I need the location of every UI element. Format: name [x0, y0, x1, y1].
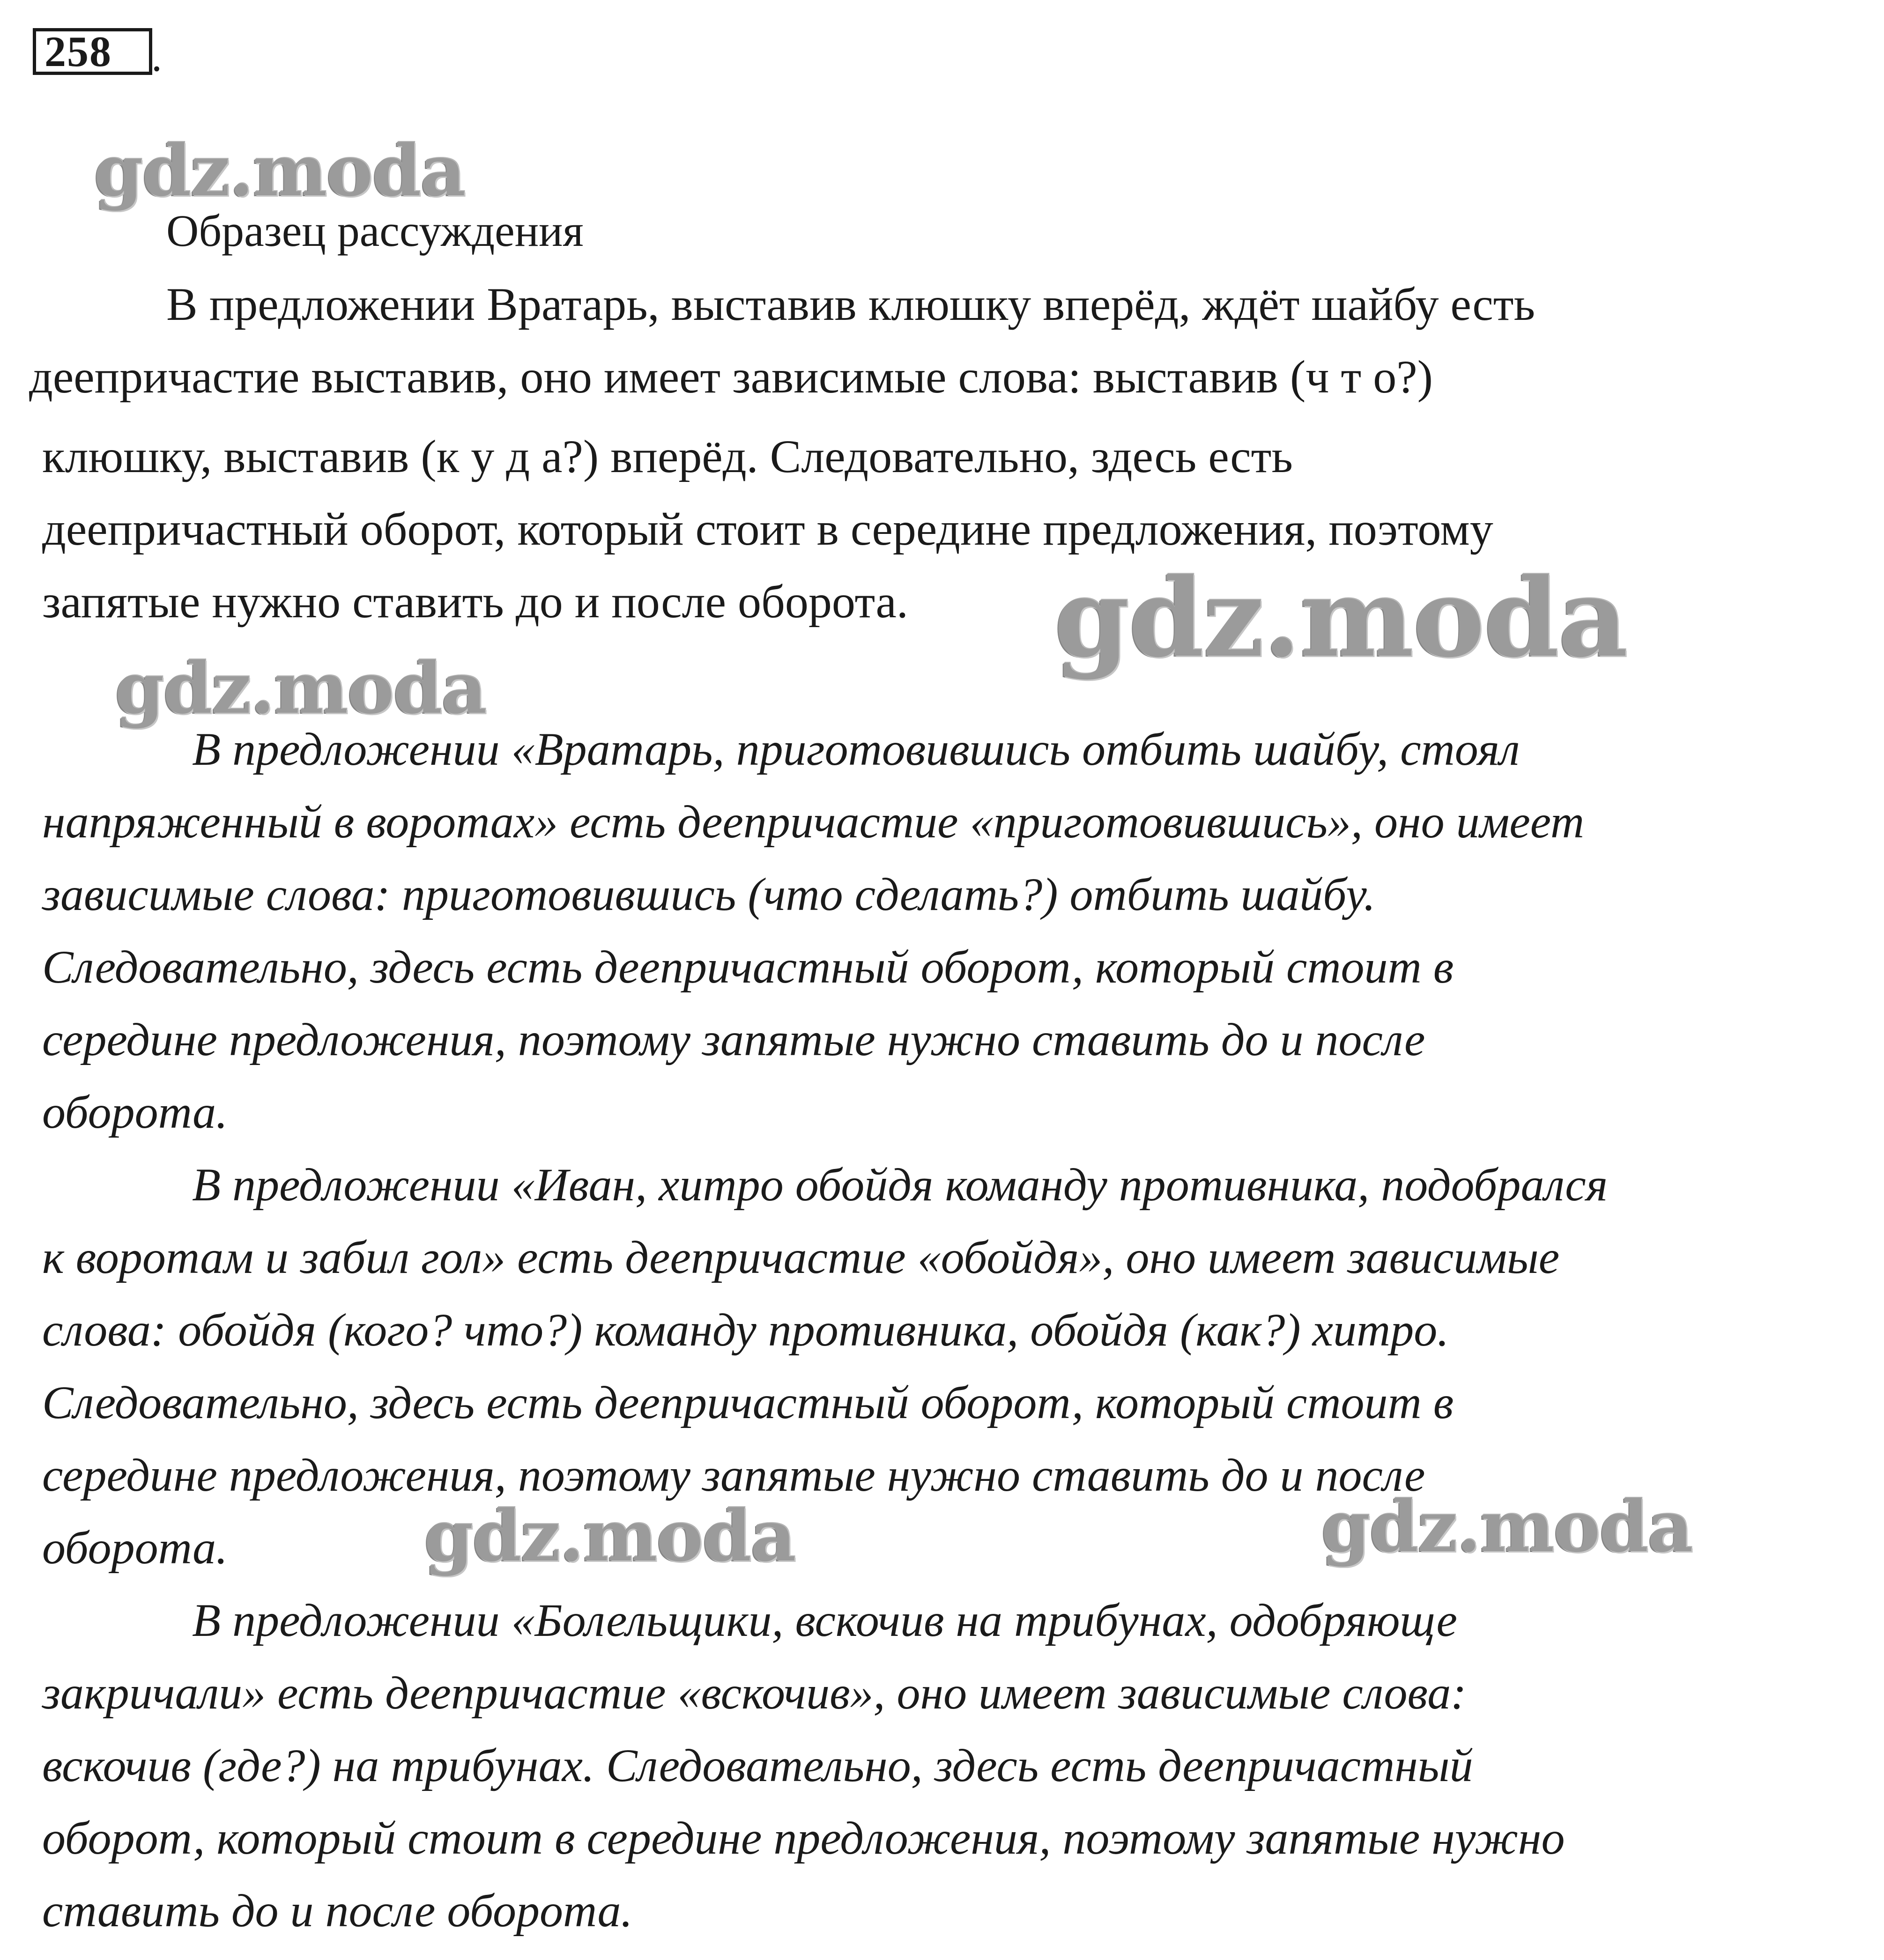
- answer-line: Следовательно, здесь есть деепричастный оборот, который стоит в: [42, 1376, 1454, 1428]
- watermark: gdz.moda: [115, 647, 486, 730]
- answer-line: В предложении «Вратарь, приготовившись отбить шайбу, стоял: [192, 723, 1520, 775]
- answer-line: В предложении «Болельщики, вскочив на трибунах, одобряюще: [192, 1594, 1457, 1646]
- answer-line: оборота.: [42, 1086, 228, 1138]
- answer-line: середине предложения, поэтому запятые нужно ставить до и после: [42, 1449, 1425, 1501]
- watermark: gdz.moda: [1321, 1486, 1692, 1568]
- task-number-suffix: .: [151, 32, 163, 80]
- answer-line: зависимые слова: приготовившись (что сделать?) отбить шайбу.: [42, 868, 1376, 920]
- watermark: gdz.moda: [94, 130, 465, 212]
- answer-line: середине предложения, поэтому запятые нужно ставить до и после: [42, 1013, 1425, 1065]
- sample-line: деепричастный оборот, который стоит в середине предложения, поэтому: [42, 503, 1493, 555]
- sample-line: В предложении Вратарь, выставив клюшку вперёд, ждёт шайбу есть: [166, 278, 1535, 330]
- answer-line: ставить до и после оборота.: [42, 1885, 633, 1937]
- answer-line: оборота.: [42, 1522, 228, 1574]
- sample-line: деепричастие выставив, оно имеет зависимые слова: выставив (ч т о?): [29, 351, 1433, 403]
- answer-line: закричали» есть деепричастие «вскочив», оно имеет зависимые слова:: [42, 1667, 1467, 1719]
- watermark: gdz.moda: [1054, 555, 1627, 681]
- sample-line: запятые нужно ставить до и после оборота.: [42, 576, 908, 628]
- answer-line: напряженный в воротах» есть деепричастие «приготовившись», оно имеет: [42, 796, 1585, 848]
- task-number: 258: [45, 28, 112, 75]
- watermark: gdz.moda: [424, 1495, 795, 1577]
- answer-line: Следовательно, здесь есть деепричастный оборот, который стоит в: [42, 941, 1454, 993]
- answer-line: В предложении «Иван, хитро обойдя команду противника, подобрался: [192, 1159, 1608, 1211]
- answer-line: вскочив (где?) на трибунах. Следовательно, здесь есть деепричастный: [42, 1739, 1473, 1791]
- answer-line: к воротам и забил гол» есть деепричастие «обойдя», оно имеет зависимые: [42, 1231, 1560, 1283]
- answer-line: оборот, который стоит в середине предложения, поэтому запятые нужно: [42, 1812, 1565, 1864]
- sample-line: клюшку, выставив (к у д а?) вперёд. Следовательно, здесь есть: [42, 430, 1293, 482]
- task-number-box: [33, 28, 163, 80]
- sample-heading: Образец рассуждения: [166, 206, 584, 256]
- answer-line: слова: обойдя (кого? что?) команду противника, обойдя (как?) хитро.: [42, 1304, 1449, 1356]
